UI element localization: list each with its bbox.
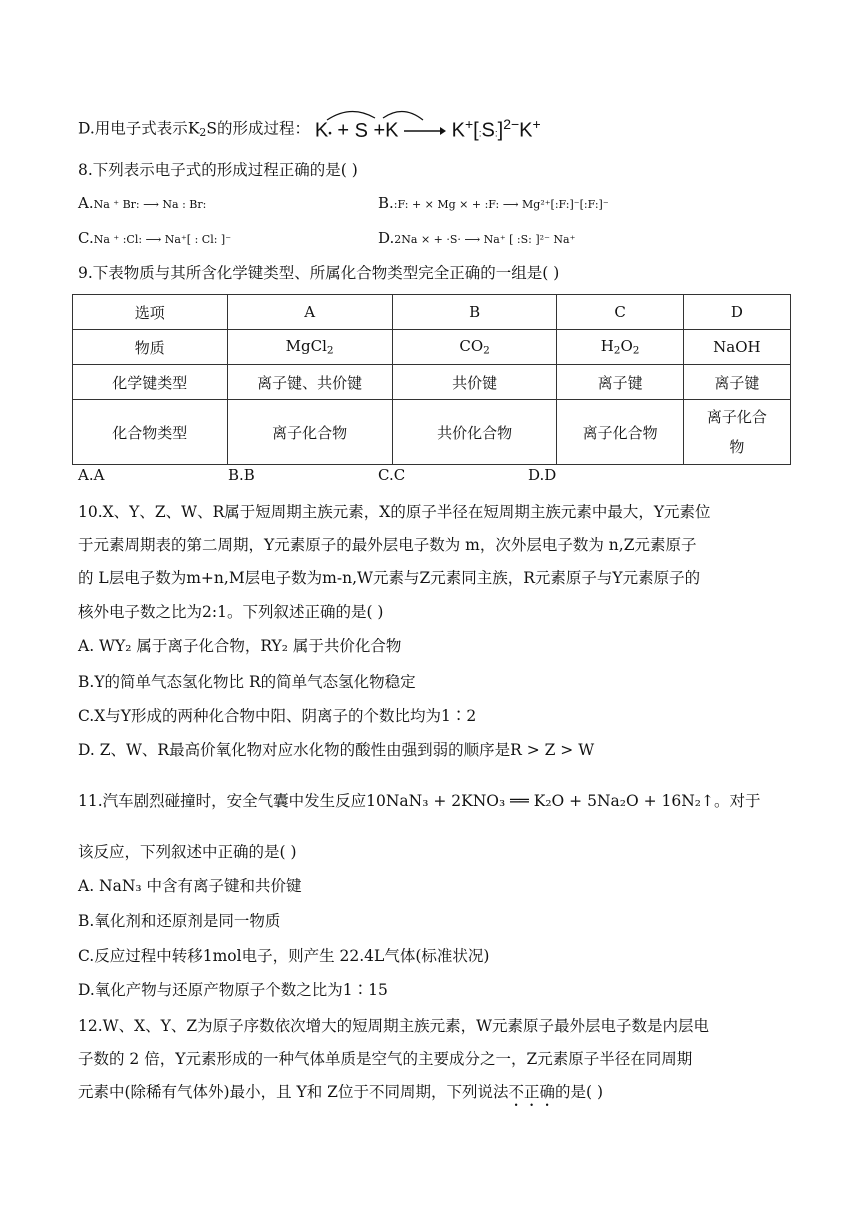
cell-co2: $CO_2$ [392, 330, 557, 365]
q11-option-c: C.反应过程中转移1mol电子，则产生 22.4L气体(标准状况) [78, 947, 490, 965]
cell: A [227, 295, 392, 330]
q9-answer-b: B.B [228, 466, 255, 484]
q12-stem-line-2: 子数的 2 倍，Y元素形成的一种气体单质是空气的主要成分之一，Z元素原子半径在同周期 [78, 1050, 693, 1068]
cell: D [683, 295, 790, 330]
eq-plus2: + [373, 119, 386, 142]
q11-stem-line-2: 该反应，下列叙述中正确的是( ) [78, 843, 297, 861]
q9-row-bond [73, 365, 791, 400]
cell: 化合物类型 [73, 400, 228, 465]
q11-stem-line-1: 11.汽车剧烈碰撞时，安全气囊中发生反应10NaN₃ + 2KNO₃ ══ K₂O + 5Na₂O + 16N₂↑。对于 [78, 792, 761, 810]
cell: 离子化合物 [683, 400, 790, 465]
q10-option-b: B.Y的简单气态氢化物比 R的简单气态氢化物稳定 [78, 673, 416, 691]
q12-stem-line-1: 12.W、X、Y、Z为原子序数依次增大的短周期主族元素，W元素原子最外层电子数是内层电 [78, 1017, 710, 1035]
eq-plus1: + [337, 119, 349, 142]
cell: B [392, 295, 557, 330]
q12-line3-tail: 的是( ) [554, 1083, 603, 1101]
q9-answer-a: A.A [78, 466, 105, 484]
q7d-equation: K• + S +K K+[:S:]$^{2-}$K+ [315, 112, 541, 147]
cell: 选项 [73, 295, 228, 330]
cell: 离子键 [683, 365, 790, 400]
eq-k1: K [314, 119, 329, 142]
cell: NaOH [683, 330, 790, 365]
reaction-arrow-icon [404, 126, 446, 136]
q8-opt-c: C.Na ⁺ :Cl: ⟶ Na⁺[ : Cl: ]⁻ [78, 229, 232, 247]
eq-s: S [354, 119, 368, 142]
cell: 离子化合物 [227, 400, 392, 465]
q11-option-a: A. NaN₃ 中含有离子键和共价键 [78, 877, 302, 895]
cell: 物质 [73, 330, 228, 365]
q7d-formula-s: S [206, 119, 217, 138]
q10-option-c: C.X与Y形成的两种化合物中阳、阴离子的个数比均为1∶2 [78, 707, 477, 725]
cell: 离子化合物 [557, 400, 683, 465]
q10-option-a: A. WY₂ 属于离子化合物，RY₂ 属于共价化合物 [78, 637, 402, 655]
q10-stem-line-1: 10.X、Y、Z、W、R属于短周期主族元素，X的原子半径在短周期主族元素中最大，Y元素位 [78, 503, 711, 521]
cell: C [557, 295, 683, 330]
q12-stem-line-3 [78, 1080, 788, 1110]
eq-rs: S [481, 119, 495, 142]
q7d-text2: 的形成过程： [216, 119, 310, 138]
q12-emphasis: 不正确 [508, 1083, 555, 1101]
eq-rk1: K [451, 119, 465, 142]
cell-mgcl2: MgCl$_2$ [227, 330, 392, 365]
q9-answer-c: C.C [378, 466, 406, 484]
q7d-formula-k: K [187, 119, 200, 138]
q7-option-d [78, 112, 788, 147]
q8-options-row-1 [78, 192, 798, 216]
eq-charge: 2− [503, 116, 520, 132]
q8-opt-a: A.Na ⁺ Br: ⟶ Na : Br: [78, 194, 207, 212]
cell: 化学键类型 [73, 365, 228, 400]
q10-stem-line-2: 于元素周期表的第二周期，Y元素原子的最外层电子数为 m，次外层电子数为 n,Z元素原子 [78, 536, 697, 554]
q10-option-d: D. Z、W、R最高价氧化物对应水化物的酸性由强到弱的顺序是R > Z > W [78, 741, 595, 759]
q8-opt-d: D.2Na × + ·S· ⟶ Na⁺ [ :S: ]²⁻ Na⁺ [378, 229, 576, 247]
q7d-text: D.用电子式表示 [78, 119, 188, 138]
q10-stem-line-4: 核外电子数之比为2:1。下列叙述正确的是( ) [78, 603, 384, 621]
q8-options-row-2 [78, 227, 798, 251]
cell: 共价化合物 [392, 400, 557, 465]
q9-answer-d: D.D [528, 466, 557, 484]
q8-opt-b: B.:F: + × Mg × + :F: ⟶ Mg²⁺[:F:]⁻[:F:]⁻ [378, 194, 609, 212]
q9-row-compound [73, 400, 791, 465]
eq-k2: K [385, 119, 399, 142]
q8-stem: 8.下列表示电子式的形成过程正确的是( ) [78, 161, 358, 179]
q9-stem: 9.下表物质与其所含化学键类型、所属化合物类型完全正确的一组是( ) [78, 264, 560, 282]
q9-row-header [73, 295, 791, 330]
q9-table [72, 294, 791, 465]
cell: 离子键、共价键 [227, 365, 392, 400]
eq-rk2: K [519, 119, 533, 142]
q9-row-substance [73, 330, 791, 365]
cell: 离子键 [557, 365, 683, 400]
electron-transfer-arcs-icon [319, 104, 439, 124]
q7d-formula-sub: 2 [199, 126, 207, 140]
cell-h2o2: $H_2O_2$ [557, 330, 683, 365]
q12-line3-text: 元素中(除稀有气体外)最小，且 Y和 Z位于不同周期，下列说法 [78, 1083, 509, 1101]
q11-option-d: D.氧化产物与还原产物原子个数之比为1∶15 [78, 981, 388, 999]
cell: 共价键 [392, 365, 557, 400]
q11-option-b: B.氧化剂和还原剂是同一物质 [78, 912, 281, 930]
q10-stem-line-3: 的 L层电子数为m+n,M层电子数为m-n,W元素与Z元素同主族，R元素原子与Y元素原子的 [78, 569, 701, 587]
